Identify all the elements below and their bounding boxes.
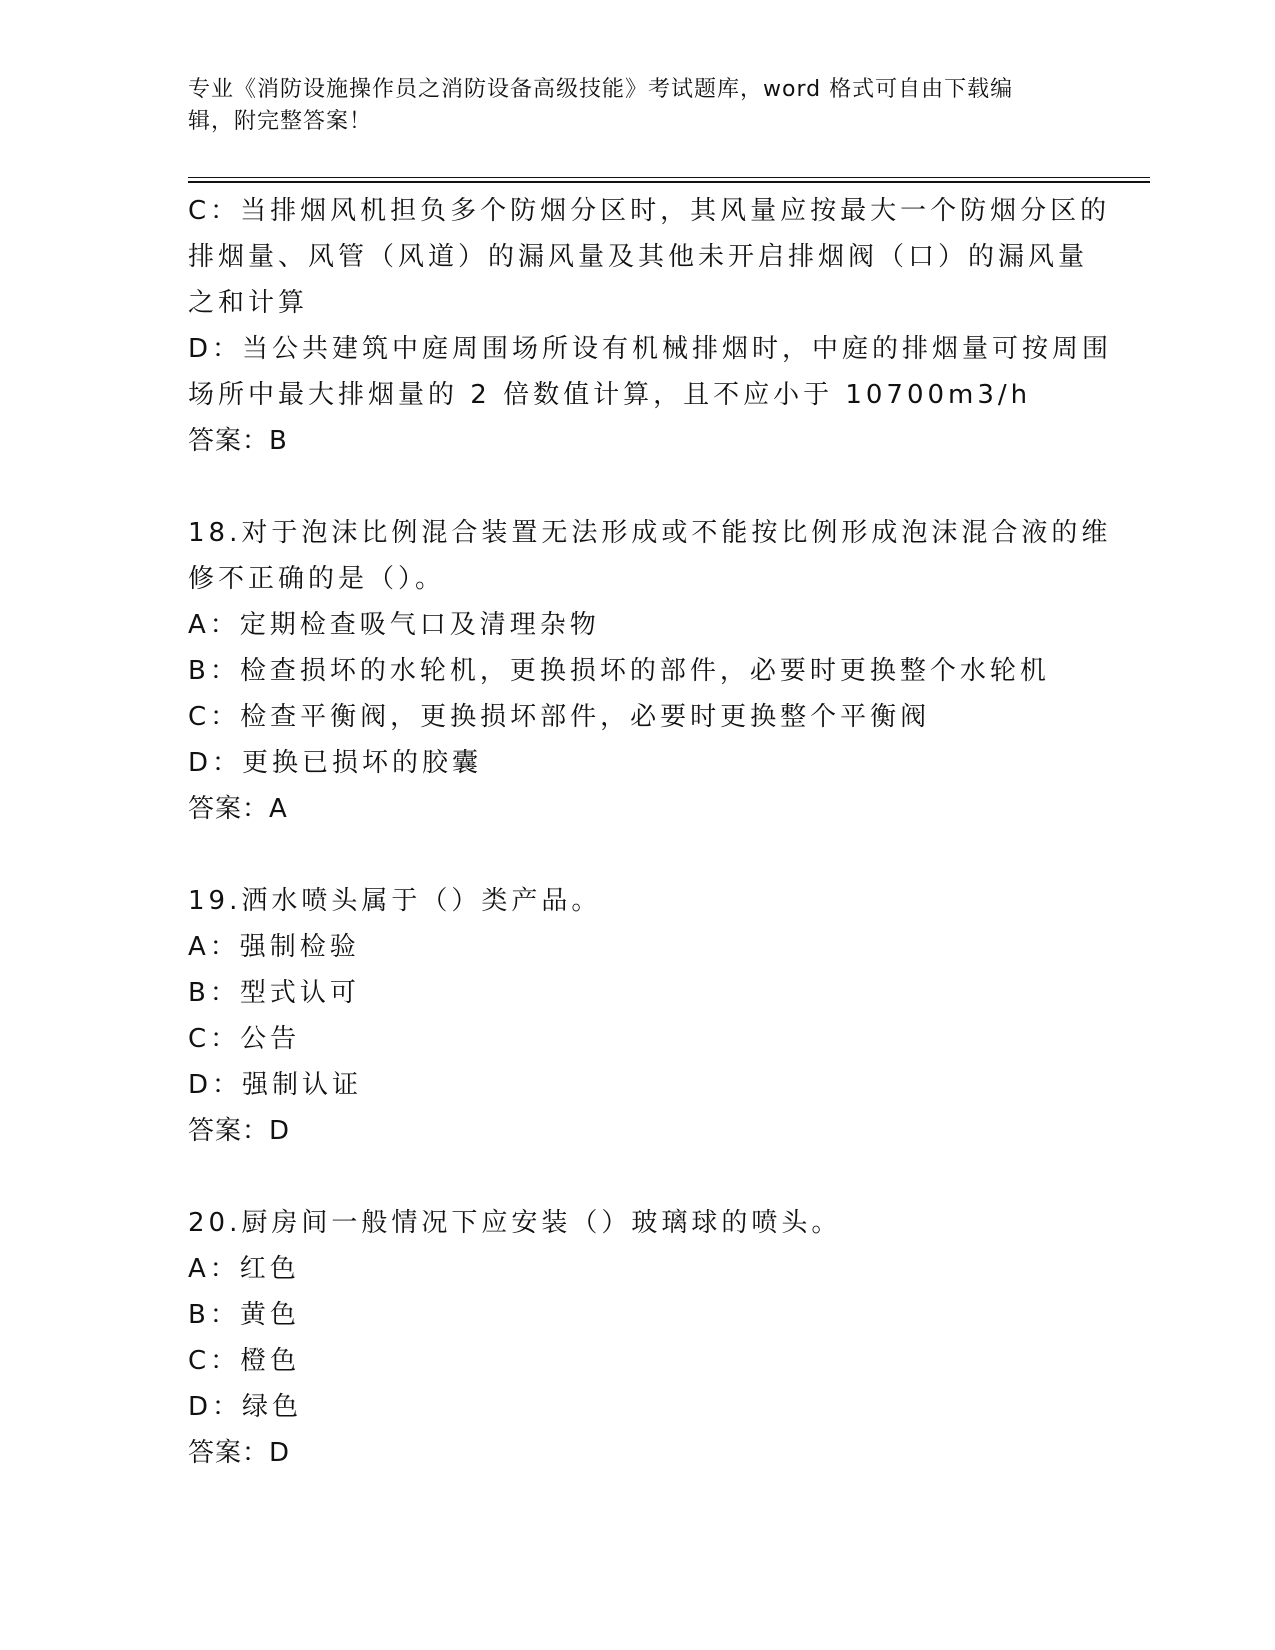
question-18 [188,510,1112,832]
option-a: A：定期检查吸气口及清理杂物 [188,610,600,640]
question-19 [188,878,1088,1154]
spacer [188,1154,1088,1200]
option-d: D：绿色 [188,1392,303,1422]
spacer [188,464,1088,510]
option-a: A：红色 [188,1254,300,1284]
document-body [188,188,1113,1476]
question-stem: 修不正确的是（）。 [188,564,446,594]
question-stem: 20.厨房间一般情况下应安装（）玻璃球的喷头。 [188,1208,842,1238]
answer-line: 答案：A [188,794,288,824]
option-c: C：检查平衡阀，更换损坏部件，必要时更换整个平衡阀 [188,702,931,732]
answer-line: 答案：B [188,426,288,456]
option-b: B：型式认可 [188,978,360,1008]
option-c: C：公告 [188,1024,301,1054]
option-c-line: 排烟量、风管（风道）的漏风量及其他未开启排烟阀（口）的漏风量 [188,242,1089,272]
option-c: C：橙色 [188,1346,301,1376]
header-divider [188,177,1150,183]
option-c-line: C：当排烟风机担负多个防烟分区时，其风量应按最大一个防烟分区的 [188,196,1111,226]
option-b: B：黄色 [188,1300,300,1330]
question-stem: 18.对于泡沫比例混合装置无法形成或不能按比例形成泡沫混合液的维 [188,518,1112,548]
question-stem: 19.洒水喷头属于（）类产品。 [188,886,602,916]
option-c-line: 之和计算 [188,288,309,318]
answer-line: 答案：D [188,1438,291,1468]
header-line: 专业《消防设施操作员之消防设备高级技能》考试题库，word 格式可自由下载编 [188,77,1014,102]
page-header [188,74,1068,138]
answer-line: 答案：D [188,1116,291,1146]
header-line: 辑，附完整答案！ [188,109,373,134]
spacer [188,832,1088,878]
option-a: A：强制检验 [188,932,360,962]
option-d: D：更换已损坏的胶囊 [188,748,483,778]
option-b: B：检查损坏的水轮机，更换损坏的部件，必要时更换整个水轮机 [188,656,1050,686]
previous-question-tail [188,188,1113,464]
option-d: D：强制认证 [188,1070,363,1100]
option-d-line: D：当公共建筑中庭周围场所设有机械排烟时，中庭的排烟量可按周围 [188,334,1113,364]
question-20 [188,1200,1088,1476]
option-d-line: 场所中最大排烟量的 2 倍数值计算，且不应小于 10700m3/h [188,380,1032,410]
